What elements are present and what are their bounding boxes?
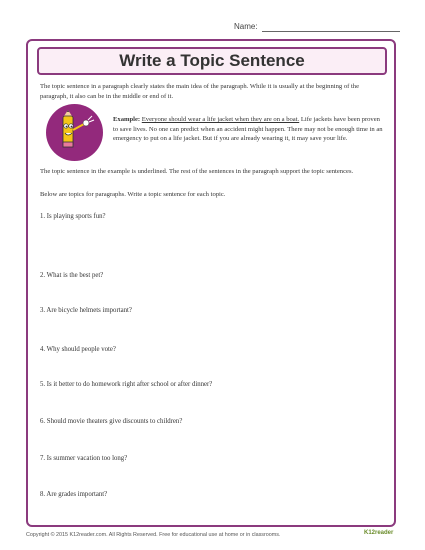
question-8: 8. Are grades important? (40, 491, 108, 498)
example-label: Example: (113, 116, 141, 123)
copyright-footer: Copyright © 2015 K12reader.com. All Rights Reserved. Free for educational use at home or in classrooms. (26, 532, 281, 538)
title-box (37, 47, 387, 75)
k12reader-logo: K12reader (364, 530, 394, 536)
question-3: 3. Are bicycle helmets important? (40, 307, 132, 314)
question-1: 1. Is playing sports fun? (40, 213, 106, 220)
name-line[interactable] (262, 31, 400, 32)
name-label: Name: (234, 22, 258, 31)
question-6: 6. Should movie theaters give discounts to children? (40, 418, 183, 425)
intro-paragraph: The topic sentence in a paragraph clearly states the main idea of the paragraph. While it is usually at the beginning of the paragraph, it also can be in the middle or end of it. (40, 83, 360, 100)
question-4: 4. Why should people vote? (40, 346, 116, 353)
question-2: 2. What is the best pet? (40, 272, 104, 279)
example-paragraph (113, 115, 383, 144)
page-title: Write a Topic Sentence (119, 51, 305, 70)
example-topic-sentence: Everyone should wear a life jacket when they are on a boat. (141, 116, 300, 123)
pencil-character-icon (46, 104, 103, 161)
mascot-circle (46, 104, 103, 161)
explanation-paragraph: The topic sentence in the example is underlined. The rest of the sentences in the paragraph support the topic sentences. (40, 168, 354, 175)
instructions: Below are topics for paragraphs. Write a topic sentence for each topic. (40, 191, 226, 198)
question-7: 7. Is summer vacation too long? (40, 455, 128, 462)
question-5: 5. Is it better to do homework right after school or after dinner? (40, 381, 213, 388)
example-supporting-sentences: Life jackets have been proven to save lives. No one can predict when an accident might happen. There may not be enough time in an emergency to put on a life jacket. But if you are already wearing it, it may save your life. (113, 116, 383, 143)
